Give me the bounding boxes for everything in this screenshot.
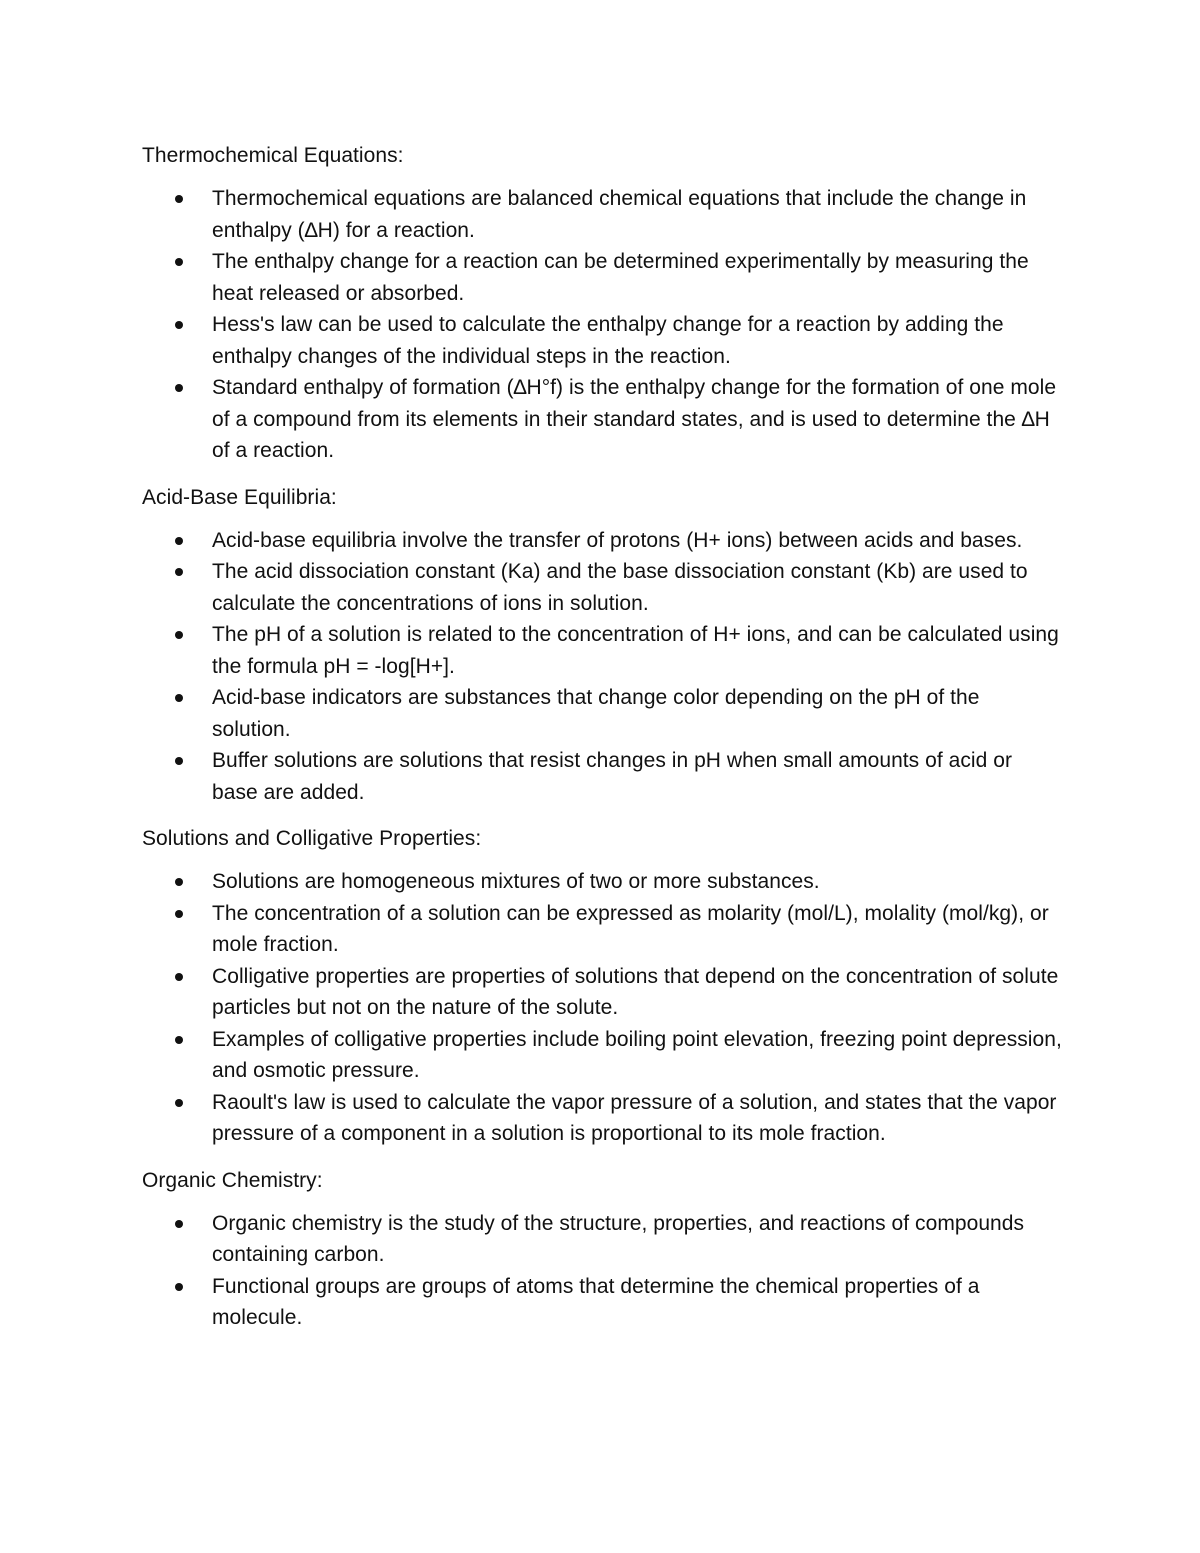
bullet-icon	[175, 910, 183, 918]
list-item	[142, 309, 1062, 372]
bullet-list	[142, 525, 1062, 809]
bullet-icon	[175, 1036, 183, 1044]
bullet-icon	[175, 537, 183, 545]
bullet-list	[142, 866, 1062, 1150]
list-item	[142, 372, 1062, 467]
bullet-icon	[175, 973, 183, 981]
bullet-icon	[175, 694, 183, 702]
list-item-text: The pH of a solution is related to the concentration of H+ ions, and can be calculated using the formula pH = -log[H+].	[212, 623, 1059, 678]
list-item	[142, 525, 1062, 557]
list-item	[142, 1024, 1062, 1087]
list-item-text: The acid dissociation constant (Ka) and the base dissociation constant (Kb) are used to calculate the concentrations of ions in solution.	[212, 560, 1028, 615]
bullet-icon	[175, 568, 183, 576]
bullet-icon	[175, 757, 183, 765]
document-body	[142, 140, 1062, 1349]
list-item-text: Acid-base indicators are substances that change color depending on the pH of the solution.	[212, 686, 980, 741]
list-item	[142, 682, 1062, 745]
list-item	[142, 898, 1062, 961]
bullet-icon	[175, 1220, 183, 1228]
section-thermochemical-equations	[142, 140, 1062, 467]
bullet-icon	[175, 258, 183, 266]
list-item-text: Buffer solutions are solutions that resist changes in pH when small amounts of acid or base are added.	[212, 749, 1012, 804]
list-item-text: Raoult's law is used to calculate the vapor pressure of a solution, and states that the vapor pressure of a component in a solution is proportional to its mole fraction.	[212, 1090, 1057, 1145]
list-item-text: Examples of colligative properties include boiling point elevation, freezing point depression, and osmotic pressure.	[212, 1027, 1062, 1082]
section-heading: Thermochemical Equations:	[142, 144, 404, 167]
list-item-text: Solutions are homogeneous mixtures of two or more substances.	[212, 870, 820, 893]
list-item	[142, 1271, 1062, 1334]
list-item	[142, 745, 1062, 808]
list-item-text: Thermochemical equations are balanced chemical equations that include the change in enthalpy (∆H) for a reaction.	[212, 187, 1027, 242]
list-item-text: Acid-base equilibria involve the transfer of protons (H+ ions) between acids and bases.	[212, 528, 1023, 552]
list-item-text: Organic chemistry is the study of the structure, properties, and reactions of compounds containing carbon.	[212, 1211, 1025, 1266]
section-acid-base-equilibria	[142, 482, 1062, 809]
list-item	[142, 866, 1062, 898]
bullet-icon	[175, 878, 183, 886]
list-item	[142, 1208, 1062, 1271]
bullet-icon	[175, 1283, 183, 1291]
section-organic-chemistry	[142, 1165, 1062, 1334]
list-item	[142, 961, 1062, 1024]
bullet-icon	[175, 1099, 183, 1107]
section-heading: Organic Chemistry:	[142, 1168, 323, 1192]
bullet-icon	[175, 631, 183, 639]
list-item-text: Hess's law can be used to calculate the enthalpy change for a reaction by adding the enthalpy changes of the individual steps in the reaction.	[212, 313, 1004, 368]
list-item-text: Functional groups are groups of atoms that determine the chemical properties of a molecule.	[212, 1274, 980, 1329]
bullet-icon	[175, 384, 183, 392]
bullet-list	[142, 183, 1062, 467]
bullet-icon	[175, 195, 183, 203]
list-item-text: Colligative properties are properties of solutions that depend on the concentration of solute particles but not on the nature of the solute.	[212, 964, 1059, 1019]
bullet-icon	[175, 321, 183, 329]
list-item	[142, 619, 1062, 682]
list-item	[142, 246, 1062, 309]
section-heading: Solutions and Colligative Properties:	[142, 827, 482, 850]
list-item	[142, 556, 1062, 619]
list-item-text: Standard enthalpy of formation (∆H°f) is the enthalpy change for the formation of one mole of a compound from its elements in their standard states, and is used to determine the ∆H of a reaction.	[212, 376, 1057, 462]
list-item-text: The concentration of a solution can be expressed as molarity (mol/L), molality (mol/kg), or mole fraction.	[212, 901, 1049, 956]
section-solutions-colligative-properties	[142, 823, 1062, 1150]
list-item	[142, 1087, 1062, 1150]
bullet-list	[142, 1208, 1062, 1334]
section-heading: Acid-Base Equilibria:	[142, 485, 337, 509]
list-item-text: The enthalpy change for a reaction can be determined experimentally by measuring the heat released or absorbed.	[212, 250, 1029, 305]
list-item	[142, 183, 1062, 246]
